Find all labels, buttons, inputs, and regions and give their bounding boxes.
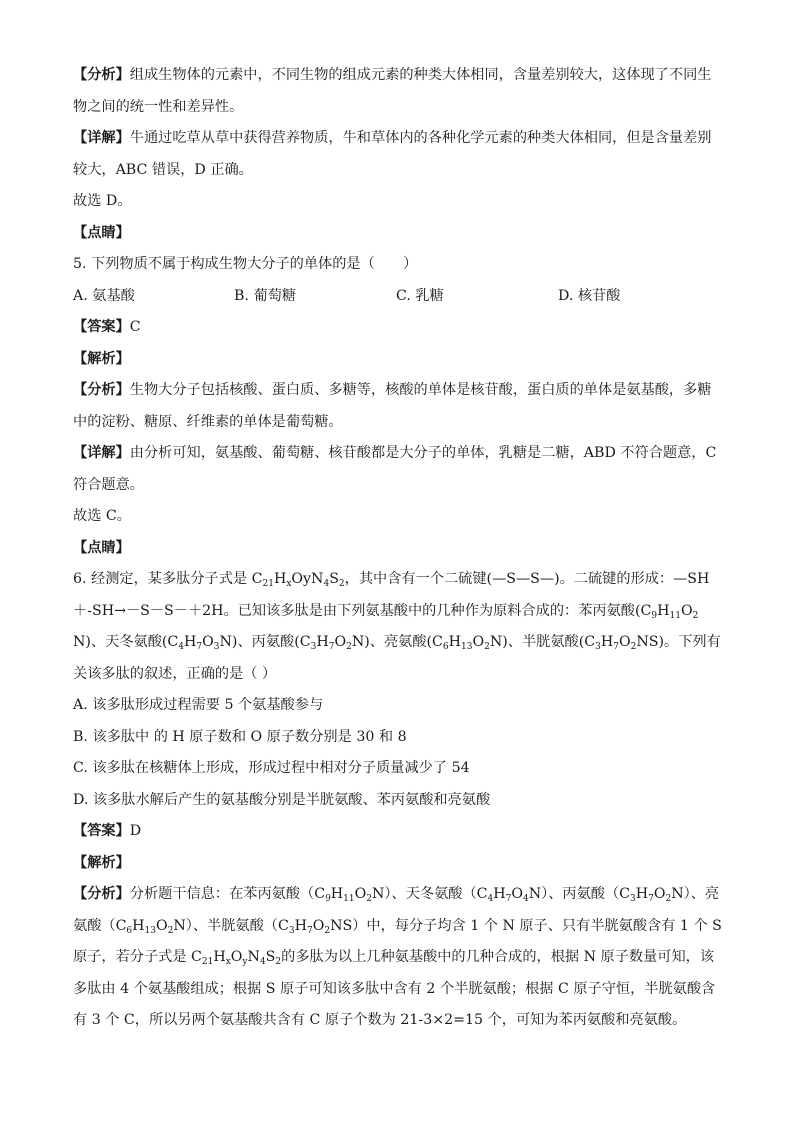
subscript: 4	[522, 894, 529, 904]
stem-text: 6. 经测定，某多肽分子式是 C	[73, 571, 263, 587]
stem-text: O	[618, 634, 631, 650]
stem-text: H	[448, 634, 462, 650]
subscript: 13	[144, 925, 156, 936]
analysis-text: NS）中，每分子均含 1 个 N 原子、只有半胱氨酸含有 1 个 S 原子，若分子式是 C	[73, 917, 722, 965]
explanation-tag-q6: 【解析】	[73, 854, 130, 871]
subscript: 4	[323, 579, 330, 589]
stem-text: N)、天冬氨酸(C	[73, 634, 179, 650]
analysis-text: S	[265, 949, 276, 965]
subscript: 7	[505, 894, 512, 904]
question-6-stem	[73, 564, 723, 690]
stem-text: H	[273, 571, 287, 587]
subscript: 11	[669, 610, 681, 621]
stem-text: O	[680, 602, 693, 619]
stem-text: OyN	[291, 571, 324, 587]
analysis-text: N）、亮氨酸（C	[73, 886, 720, 934]
conclusion-q5: 故选 C。	[73, 508, 131, 524]
question-5-stem: 5. 下列物质不属于构成生物大分子的单体的是（ ）	[73, 256, 418, 272]
question-6-option-d: D. 该多肽水解后产生的氨基酸分别是半胱氨酸、苯丙氨酸和亮氨酸	[73, 791, 491, 808]
stem-text: S	[329, 571, 339, 587]
subscript: 9	[651, 610, 658, 621]
question-6-option-b: B. 该多肽中 的 H 原子数和 O 原子数分别是 30 和 8	[73, 728, 407, 745]
subscript: 7	[328, 642, 335, 652]
analysis-text: O	[354, 886, 367, 902]
analysis-text: O	[230, 949, 243, 965]
subscript: 4	[178, 642, 185, 652]
analysis-text: 的多肽为以上几种氨基酸中的几种合成的，根据 N 原子数量可知，该多肽由 4 个氨基酸组成；根据 S 原子可知该多肽中含有 2 个半胱氨酸；根据 C 原子守恒，半胱氨酸含有 3 个 C，所以另两个氨基酸共含有 C 原子个数为 21-3×2=15 个，可知为苯丙氨酸和亮氨酸。	[73, 949, 716, 1028]
subscript: 21	[201, 957, 214, 967]
answer-q5	[73, 312, 723, 344]
detail-text: 牛通过吃草从草中获得营养物质，牛和草体内的各种化学元素的种类大体相同，但是含量差别较大，ABC 错误，D 正确。	[73, 130, 712, 178]
analysis-text: O	[155, 917, 168, 934]
analysis-text: 生物大分子包括核酸、蛋白质、多糖等，核酸的单体是核苷酸，蛋白质的单体是氨基酸，多糖中的淀粉、糖原、纤维素的单体是葡萄糖。	[73, 382, 712, 430]
stem-text: H	[600, 634, 614, 650]
subscript: 2	[275, 957, 282, 967]
subscript: 2	[167, 925, 174, 936]
analysis-text: N）、半胱氨酸（C	[173, 917, 289, 934]
subscript: 21	[262, 579, 274, 589]
conclusion-q4: 故选 D。	[73, 193, 132, 209]
tips-tag-q4: 【点睛】	[73, 224, 130, 241]
option-c: C. 乳糖	[396, 287, 444, 304]
analysis-text: N	[247, 949, 260, 965]
option-a: A. 氨基酸	[73, 287, 135, 304]
stem-text: H	[316, 634, 329, 650]
stem-text: NS)。下列有关该多肽的叙述，正确的是（ ）	[73, 634, 721, 682]
subscript: 2	[366, 894, 372, 904]
subscript: 3	[310, 642, 317, 652]
subscript: 4	[487, 894, 494, 904]
subscript: 7	[306, 925, 313, 936]
analysis-text: O	[653, 886, 666, 902]
question-6-option-c: C. 该多肽在核糖体上形成，形成过程中相对分子质量减少了 54	[73, 760, 470, 776]
stem-text: H	[184, 634, 197, 650]
analysis-text: H	[132, 917, 145, 934]
subscript: 2	[665, 894, 672, 904]
stem-text: O	[334, 634, 347, 650]
analysis-text: 组成生物体的元素中，不同生物的组成元素的种类大体相同，含量差别较大，这体现了不同生物之间的统一性和差异性。	[73, 67, 712, 115]
subscript: 13	[461, 642, 473, 652]
subscript: 2	[630, 642, 637, 652]
analysis-text: N）、天冬氨酸（C	[372, 886, 488, 902]
subscript: 2	[324, 925, 331, 936]
subscript: 3	[213, 642, 220, 652]
analysis-tag: 【分析】	[73, 886, 130, 902]
subscript: 2	[484, 642, 490, 652]
explanation-tag-q5: 【解析】	[73, 350, 130, 367]
subscript: 3	[288, 925, 295, 936]
analysis-text: H	[635, 886, 649, 902]
analysis-text: H	[330, 886, 344, 902]
analysis-text: H	[294, 917, 307, 934]
answer-value: C	[129, 319, 141, 335]
analysis-tag: 【分析】	[73, 382, 130, 398]
subscript: 3	[630, 894, 636, 904]
subscript: y	[242, 957, 248, 967]
analysis-text: H	[213, 949, 226, 965]
subscript: 9	[325, 894, 331, 904]
tips-tag-q5: 【点睛】	[73, 539, 130, 556]
analysis-text: H	[493, 886, 506, 902]
stem-text: O	[472, 634, 485, 650]
option-d: D. 核苷酸	[558, 287, 621, 304]
subscript: 11	[343, 894, 355, 904]
analysis-text: N）、丙氨酸（C	[528, 886, 630, 902]
subscript: 2	[346, 642, 352, 652]
subscript: 6	[442, 642, 449, 652]
subscript: 7	[196, 642, 203, 652]
stem-text: ，其中含有一个二硫键(—S—S—)。二硫键的形成：—SH＋-SH→－S－S－＋2H。已知该多肽是由下列氨基酸中的几种作为原料合成的：苯丙氨酸(C	[73, 571, 710, 619]
analysis-paragraph-q4	[73, 60, 723, 123]
stem-text: N)、丙氨酸(C	[219, 634, 311, 650]
analysis-tag: 【分析】	[73, 67, 130, 83]
analysis-paragraph-q6	[73, 879, 723, 1037]
analysis-paragraph-q5	[73, 375, 723, 438]
answer-value: D	[129, 823, 142, 839]
subscript: 6	[126, 925, 133, 936]
analysis-text: O	[511, 886, 523, 902]
stem-text: H	[657, 602, 670, 619]
answer-tag: 【答案】	[73, 319, 130, 335]
subscript: x	[286, 579, 292, 589]
detail-paragraph-q4	[73, 123, 723, 186]
stem-text: O	[202, 634, 214, 650]
detail-tag: 【详解】	[73, 445, 130, 461]
subscript: 7	[613, 642, 619, 652]
subscript: 2	[692, 610, 699, 621]
subscript: x	[225, 957, 231, 967]
option-b: B. 葡萄糖	[234, 287, 297, 304]
stem-text: N)、半胱氨酸(C	[489, 634, 596, 650]
answer-q6	[73, 816, 723, 848]
subscript: 3	[595, 642, 601, 652]
question-6-option-a: A. 该多肽形成过程需要 5 个氨基酸参与	[73, 697, 324, 713]
subscript: 4	[259, 957, 266, 967]
answer-tag: 【答案】	[73, 823, 130, 839]
question-5-options	[73, 281, 723, 313]
analysis-text: 分析题干信息：在苯丙氨酸（C	[129, 886, 326, 902]
detail-paragraph-q5	[73, 438, 723, 501]
stem-text: N)、亮氨酸(C	[351, 634, 443, 650]
detail-tag: 【详解】	[73, 130, 130, 146]
subscript: 7	[648, 894, 654, 904]
analysis-text: O	[312, 917, 325, 934]
subscript: 2	[338, 579, 345, 589]
detail-text: 由分析可知，氨基酸、葡萄糖、核苷酸都是大分子的单体，乳糖是二糖，ABD 不符合题意，C 符合题意。	[73, 445, 717, 493]
document-page	[73, 60, 723, 1037]
